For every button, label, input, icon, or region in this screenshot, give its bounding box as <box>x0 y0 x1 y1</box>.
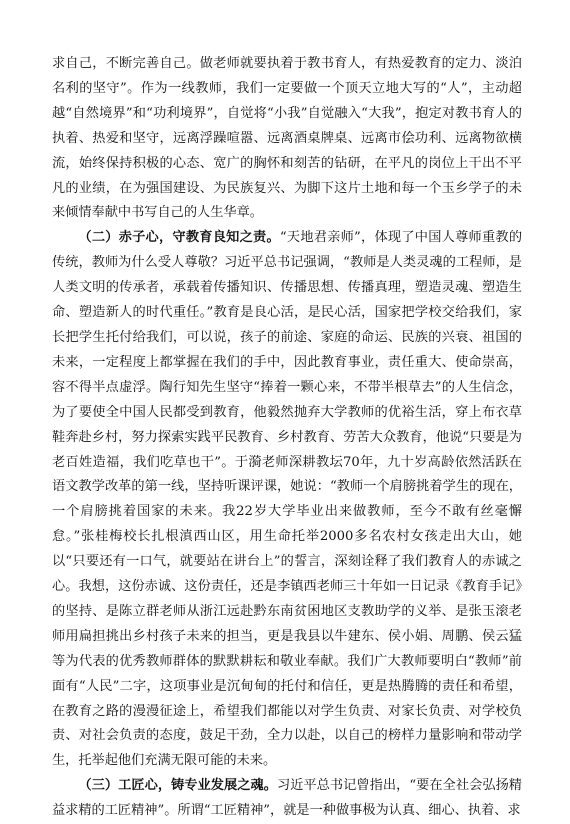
section-heading: （二）赤子心，守教育良知之责。 <box>78 230 280 246</box>
paragraph-text: 习近平总书记曾指出，“要在全社会弘扬精益求精的工匠精神”。所谓“工匠精神”，就是一种做事极为认真、细心、执着、求 <box>52 778 522 819</box>
paragraph-continued <box>52 52 522 226</box>
paragraph-text: 求自己，不断完善自己。做老师就要执着于教书育人，有热爱教育的定力、淡泊名利的坚守”。作为一线教师，我们一定要做一个顶天立地大写的“人”，主动超越“自然境界”和“功利境界”，自觉将“小我”自觉融入“大我”，抱定对教书育人的执着、热爱和坚守，远离浮躁喧嚣、远离酒桌牌桌、远离市侩功利、远离物欲横流，始终保持积极的心态、宽广的胸怀和刻苦的钻研，在平凡的岗位上干出不平凡的业绩，在为强国建设、为民族复兴、为脚下这片土地和每一个玉乡学子的未来倾情奉献中书写自己的人生华章。 <box>52 56 522 221</box>
section-heading: （三）工匠心，铸专业发展之魂。 <box>78 778 277 794</box>
paragraph-text: “天地君亲师”，体现了中国人尊师重教的传统，教师为什么受人尊敬？习近平总书记强调，“教师是人类灵魂的工程师，是人类文明的传承者，承载着传播知识、传播思想、传播真理，塑造灵魂、塑造生命、塑造新人的时代重任。”教育是良心活，是民心活，国家把学校交给我们，家长把学生托付给我们，可以说，孩子的前途、家庭的命运、民族的兴衰、祖国的未来，一定程度上都掌握在我们的手中，因此教育事业，责任重大、使命崇高，容不得半点虚浮。陶行知先生坚守“捧着一颗心来，不带半根草去”的人生信念，为了要使全中国人民都受到教育，他毅然抛弃大学教师的优裕生活，穿上布衣草鞋奔赴乡村，努力探索实践平民教育、乡村教育、劳苦大众教育，他说“只要是为老百姓造福，我们吃草也干”。于漪老师深耕教坛70年，九十岁高龄依然活跃在语文教学改革的第一线，坚持听课评课，她说：“教师一个肩膀挑着学生的现在，一个肩膀挑着国家的未来。我22岁大学毕业出来做教师，至今不敢有丝毫懈怠。”张桂梅校长扎根滇西山区，用生命托举2000多名农村女孩走出大山，她以“只要还有一口气，就要站在讲台上”的誓言，深刻诠释了我们教育人的赤诚之心。我想，这份赤诚、这份责任，还是李镇西老师三十年如一日记录《教育手记》的坚持、是陈立群老师从浙江远赴黔东南贫困地区支教助学的义举、是张玉滚老师用扁担挑出乡村孩子未来的担当，更是我县以牛建东、侯小娟、周鹏、侯云猛等为代表的优秀教师群体的默默耕耘和敬业奉献。我们广大教师要明白“教师”前面有“人民”二字，这项事业是沉甸甸的托付和信任，更是热腾腾的责任和希望，在教育之路的漫漫征途上，希望我们都能以对学生负责、对家长负责、对学校负责、对社会负责的态度，鼓足干劲，全力以赴，以自己的榜样力量影响和带动学生，托举起他们充满无限可能的未来。 <box>52 230 523 769</box>
paragraph-section-3 <box>52 774 522 824</box>
paragraph-section-2 <box>52 226 522 774</box>
